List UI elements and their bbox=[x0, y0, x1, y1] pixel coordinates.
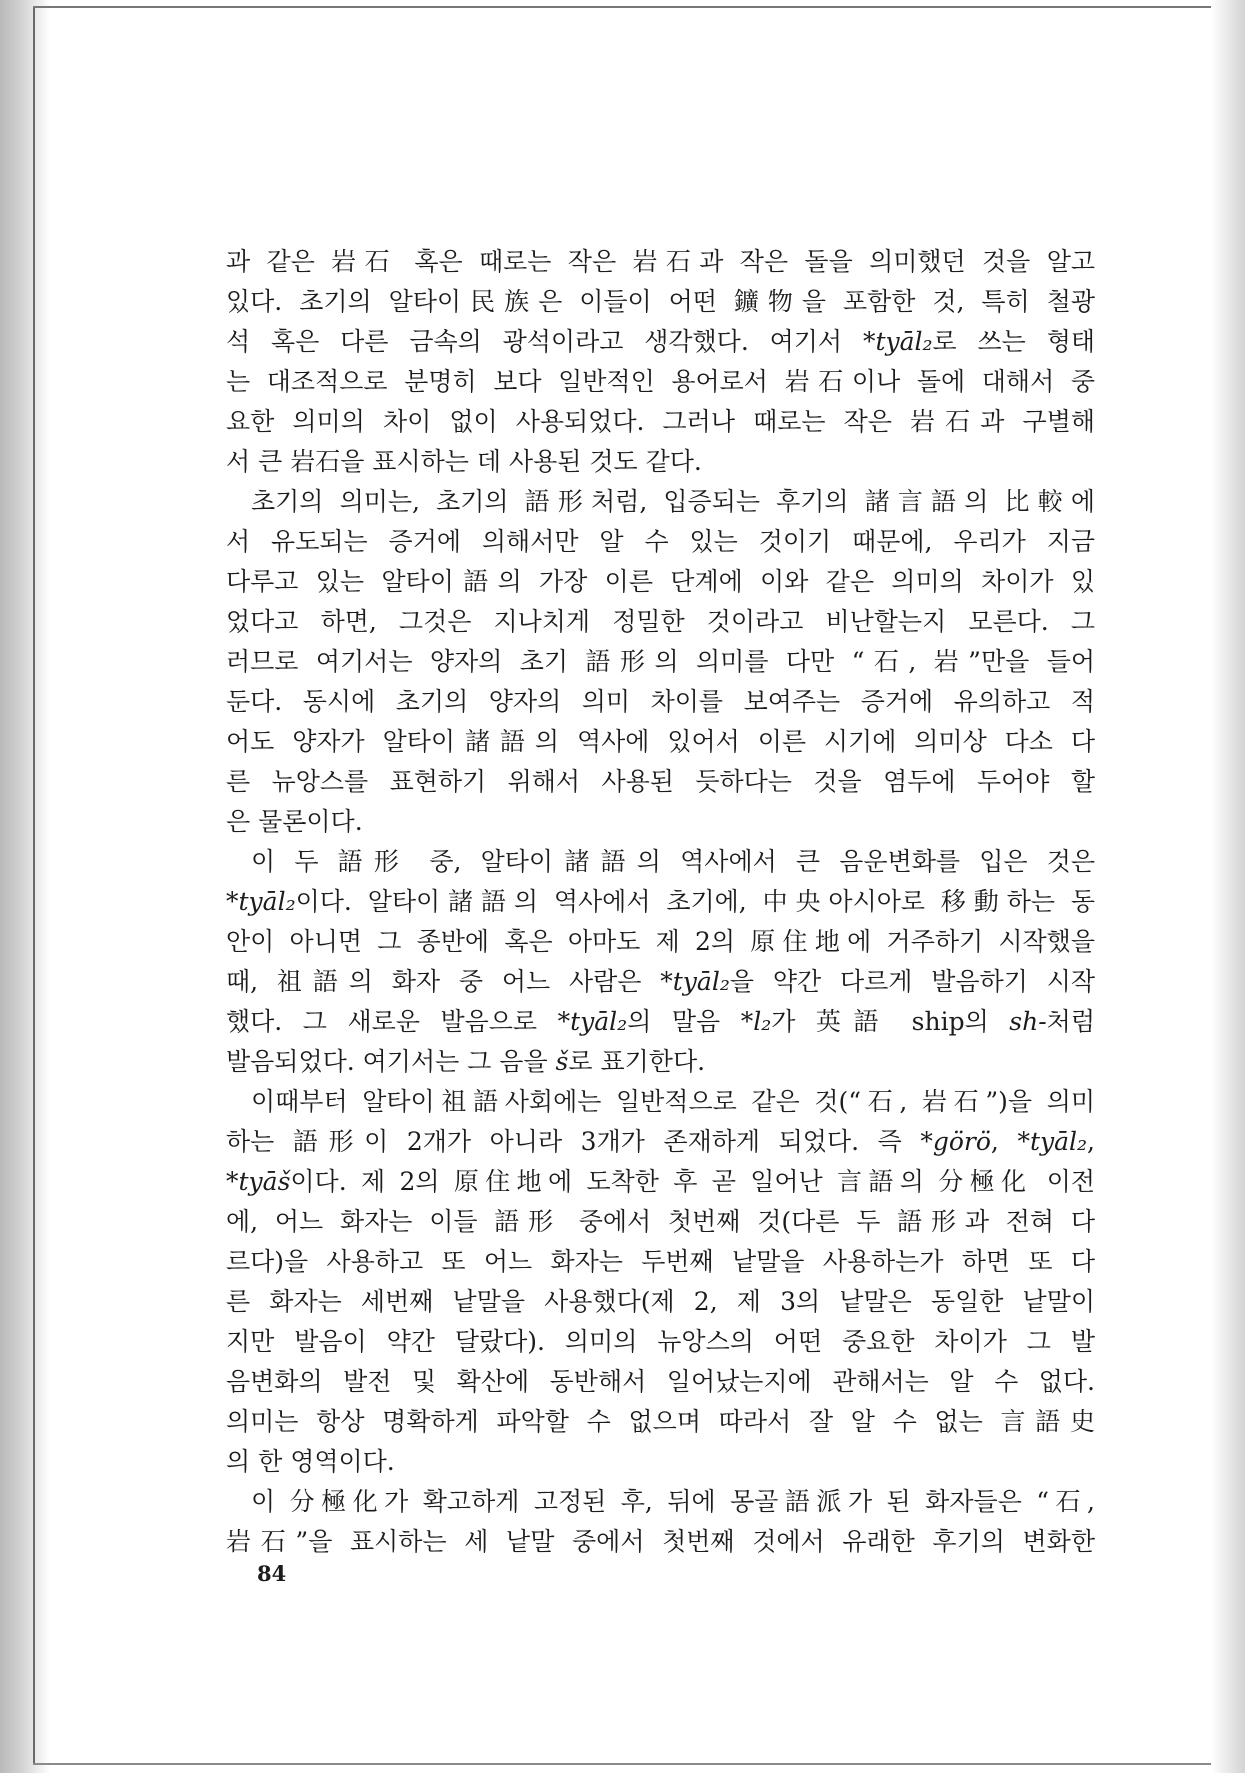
text-run: 처럼 bbox=[1046, 1007, 1095, 1036]
text-run: 은 물론이다. bbox=[226, 807, 363, 836]
text-run: 지만 발음이 약간 달랐다). 의미의 뉴앙스의 어떤 중요한 차이가 그 발 bbox=[226, 1327, 1095, 1356]
text-run: 의 말음 bbox=[627, 1007, 741, 1036]
text-run: 서 유도되는 증거에 의해서만 알 수 있는 것이기 때문에, 우리가 지금 bbox=[226, 527, 1095, 556]
page-edge-shadow-left bbox=[0, 0, 50, 1773]
paragraph bbox=[226, 482, 1095, 842]
text-run: 서 큰 岩石을 표시하는 데 사용된 것도 같다. bbox=[226, 447, 702, 476]
text-line bbox=[226, 1442, 1095, 1482]
text-line bbox=[226, 1402, 1095, 1442]
text-line bbox=[226, 242, 1095, 282]
text-run: 초기의 의미는, 초기의 語形처럼, 입증되는 후기의 諸言語의 比較에 bbox=[251, 487, 1095, 516]
text-run: 안이 아니면 그 종반에 혹은 아마도 제 2의 原住地에 거주하기 시작했을 bbox=[226, 927, 1095, 956]
text-run: 과 같은 岩石 혹은 때로는 작은 岩石과 작은 돌을 의미했던 것을 알고 bbox=[226, 247, 1095, 276]
text-run: 로 표기한다. bbox=[568, 1047, 706, 1076]
text-run: 岩石”을 표시하는 세 낱말 중에서 첫번째 것에서 유래한 후기의 변화한 bbox=[226, 1527, 1095, 1556]
italic-term: *tyāl₂ bbox=[660, 967, 730, 996]
text-run: 의 한 영역이다. bbox=[226, 1447, 395, 1476]
text-line bbox=[226, 1162, 1095, 1202]
text-run: 의미는 항상 명확하게 파악할 수 없으며 따라서 잘 알 수 없는 言語史 bbox=[226, 1407, 1095, 1436]
text-run: 이다. 제 2의 原住地에 도착한 후 곧 일어난 言語의 分極化 이전 bbox=[290, 1167, 1095, 1196]
text-line bbox=[226, 602, 1095, 642]
text-line bbox=[226, 482, 1095, 522]
text-line bbox=[226, 962, 1095, 1002]
text-line bbox=[226, 1322, 1095, 1362]
italic-term: *tyāl₂ bbox=[557, 1007, 628, 1036]
text-run: 이 두 語形 중, 알타이諸語의 역사에서 큰 음운변화를 입은 것은 bbox=[251, 847, 1095, 876]
text-run: 을 약간 다르게 발음하기 시작 bbox=[729, 967, 1095, 996]
text-run: 했다. 그 새로운 발음으로 bbox=[226, 1007, 558, 1036]
text-line bbox=[226, 1082, 1095, 1122]
text-line bbox=[226, 682, 1095, 722]
text-run: 발음되었다. 여기서는 그 음을 bbox=[226, 1047, 556, 1076]
text-line bbox=[226, 322, 1095, 362]
text-run: 이때부터 알타이祖語사회에는 일반적으로 같은 것(“石, 岩石”)을 의미 bbox=[251, 1087, 1095, 1116]
text-run: 이 分極化가 확고하게 고정된 후, 뒤에 몽골語派가 된 화자들은 “石, bbox=[251, 1487, 1095, 1516]
italic-term: sh- bbox=[1009, 1007, 1047, 1036]
text-line bbox=[226, 1242, 1095, 1282]
text-run: 르다)을 사용하고 또 어느 화자는 두번째 낱말을 사용하는가 하면 또 다 bbox=[226, 1247, 1095, 1276]
text-line bbox=[226, 642, 1095, 682]
text-run: 요한 의미의 차이 없이 사용되었다. 그러나 때로는 작은 岩石과 구별해 bbox=[226, 407, 1095, 436]
italic-term: *tyāl₂ bbox=[226, 887, 296, 916]
text-line bbox=[226, 442, 1095, 482]
text-line bbox=[226, 1282, 1095, 1322]
text-run: , bbox=[990, 1127, 1018, 1156]
page-edge-shadow-right bbox=[1211, 0, 1245, 1773]
text-line bbox=[226, 922, 1095, 962]
text-line bbox=[226, 1042, 1095, 1082]
text-run: 하는 語形이 2개가 아니라 3개가 존재하게 되었다. 즉 bbox=[226, 1127, 921, 1156]
text-line bbox=[226, 762, 1095, 802]
text-line bbox=[226, 802, 1095, 842]
text-line bbox=[226, 562, 1095, 602]
paragraph bbox=[226, 242, 1095, 482]
italic-term: š bbox=[555, 1047, 569, 1076]
text-run: 는 대조적으로 분명히 보다 일반적인 용어로서 岩石이나 돌에 대해서 중 bbox=[226, 367, 1095, 396]
paragraph bbox=[226, 1082, 1095, 1482]
page-number: 84 bbox=[257, 1561, 287, 1586]
italic-term: *l₂ bbox=[740, 1007, 772, 1036]
text-run: 석 혹은 다른 금속의 광석이라고 생각했다. 여기서 bbox=[226, 327, 863, 356]
text-line bbox=[226, 402, 1095, 442]
text-line bbox=[226, 282, 1095, 322]
text-line bbox=[226, 842, 1095, 882]
italic-term: *tyāš bbox=[226, 1167, 291, 1196]
text-line bbox=[226, 522, 1095, 562]
text-run: 었다고 하면, 그것은 지나치게 정밀한 것이라고 비난할는지 모른다. 그 bbox=[226, 607, 1095, 636]
paragraph bbox=[226, 842, 1095, 1082]
text-run: 른 뉴앙스를 표현하기 위해서 사용된 듯하다는 것을 염두에 두어야 할 bbox=[226, 767, 1095, 796]
text-line bbox=[226, 882, 1095, 922]
text-run: 다루고 있는 알타이語의 가장 이른 단계에 이와 같은 의미의 차이가 있 bbox=[226, 567, 1095, 596]
text-line bbox=[226, 1362, 1095, 1402]
text-run: 로 쓰는 형태 bbox=[932, 327, 1095, 356]
text-run: 음변화의 발전 및 확산에 동반해서 일어났는지에 관해서는 알 수 없다. bbox=[226, 1367, 1095, 1396]
italic-term: *tyāl₂ bbox=[862, 327, 933, 356]
text-run: 둔다. 동시에 초기의 양자의 의미 차이를 보여주는 증거에 유의하고 적 bbox=[226, 687, 1095, 716]
page-border-top bbox=[33, 6, 1218, 8]
italic-term: *görö bbox=[920, 1127, 991, 1156]
text-line bbox=[226, 362, 1095, 402]
text-line bbox=[226, 1482, 1095, 1522]
text-run: 가 英語 ship의 bbox=[771, 1007, 1010, 1036]
text-line bbox=[226, 1522, 1095, 1562]
paragraph bbox=[226, 1482, 1095, 1562]
text-run: 때, 祖語의 화자 중 어느 사람은 bbox=[226, 967, 661, 996]
text-line bbox=[226, 1202, 1095, 1242]
text-run: 러므로 여기서는 양자의 초기 語形의 의미를 다만 “石, 岩”만을 들어 bbox=[226, 647, 1095, 676]
body-text bbox=[226, 242, 1095, 1562]
text-line bbox=[226, 722, 1095, 762]
text-line bbox=[226, 1122, 1095, 1162]
italic-term: *tyāl₂ bbox=[1017, 1127, 1088, 1156]
text-line bbox=[226, 1002, 1095, 1042]
text-run: 어도 양자가 알타이諸語의 역사에 있어서 이른 시기에 의미상 다소 다 bbox=[226, 727, 1095, 756]
text-run: 에, 어느 화자는 이들 語形 중에서 첫번째 것(다른 두 語形과 전혀 다 bbox=[226, 1207, 1095, 1236]
text-run: 이다. 알타이諸語의 역사에서 초기에, 中央아시아로 移動하는 동 bbox=[295, 887, 1095, 916]
text-run: 있다. 초기의 알타이民族은 이들이 어떤 鑛物을 포함한 것, 특히 철광 bbox=[226, 287, 1095, 316]
page-border-left bbox=[33, 8, 35, 1763]
page-border-bottom bbox=[33, 1763, 1218, 1765]
text-run: , bbox=[1087, 1127, 1095, 1156]
text-run: 른 화자는 세번째 낱말을 사용했다(제 2, 제 3의 낱말은 동일한 낱말이 bbox=[226, 1287, 1095, 1316]
